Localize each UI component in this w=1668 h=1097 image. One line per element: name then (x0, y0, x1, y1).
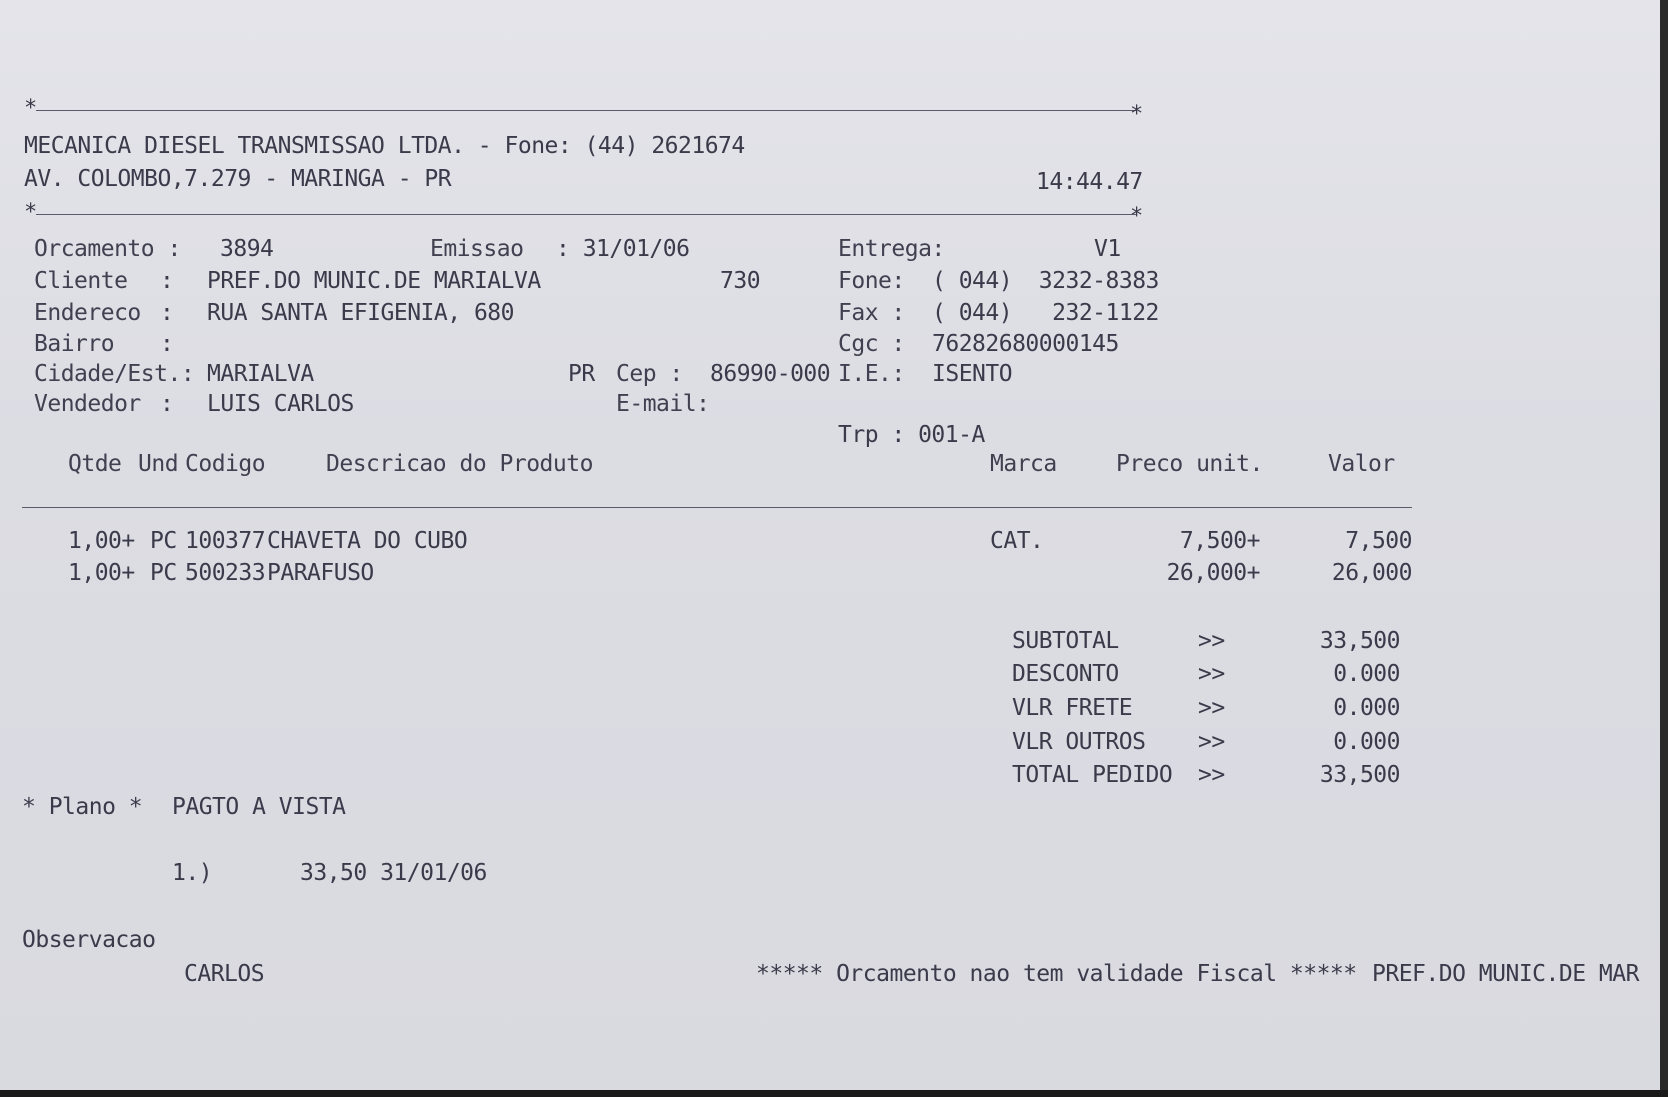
frete-label: VLR FRETE (1012, 695, 1133, 721)
row-descricao: CHAVETA DO CUBO (267, 528, 468, 554)
row-valor: 7,500 (1345, 528, 1412, 554)
print-time: 14:44.47 (1036, 169, 1143, 195)
desconto-value: 0.000 (1333, 661, 1400, 687)
email-label: E-mail: (616, 391, 710, 417)
fiscal-notice: ***** Orcamento nao tem validade Fiscal ***** (756, 961, 1357, 987)
plano-value: PAGTO A VISTA (172, 794, 346, 820)
row-codigo: 500233 (185, 560, 266, 586)
estado-value: PR (568, 361, 595, 387)
cliente-name: PREF.DO MUNIC.DE MARIALVA (207, 268, 541, 294)
endereco-label: Endereco (34, 300, 141, 326)
observacao-value: CARLOS (184, 961, 265, 987)
col-valor: Valor (1328, 451, 1395, 477)
endereco-colon: : (160, 300, 174, 326)
ie-value: ISENTO (932, 361, 1013, 387)
fax-value: ( 044) 232-1122 (932, 300, 1159, 326)
vendedor-colon: : (160, 391, 174, 417)
emissao-label: Emissao (430, 236, 524, 262)
col-preco: Preco unit. (1116, 451, 1263, 477)
col-codigo: Codigo (185, 451, 266, 477)
rule-star-right: * (1130, 204, 1144, 229)
bairro-colon: : (160, 331, 174, 357)
cgc-label: Cgc : (838, 331, 905, 357)
desconto-arrow: >> (1198, 661, 1225, 687)
bairro-label: Bairro (34, 331, 115, 357)
subtotal-value: 33,500 (1319, 628, 1400, 654)
cep-value: 86990-000 (710, 361, 831, 387)
trp-value: Trp : 001-A (838, 422, 985, 448)
header-rule-top (36, 110, 1136, 111)
endereco-value: RUA SANTA EFIGENIA, 680 (207, 300, 514, 326)
rule-star-left: * (24, 96, 38, 121)
col-qtde: Qtde (68, 451, 122, 477)
fax-label: Fax : (838, 300, 905, 326)
cliente-code: 730 (720, 268, 761, 294)
outros-value: 0.000 (1333, 729, 1400, 755)
frete-value: 0.000 (1333, 695, 1400, 721)
fone-label: Fone: (838, 268, 905, 294)
total-pedido-value: 33,500 (1319, 762, 1400, 788)
frete-arrow: >> (1198, 695, 1225, 721)
col-marca: Marca (990, 451, 1057, 477)
rule-star-right: * (1130, 102, 1144, 127)
outros-arrow: >> (1198, 729, 1225, 755)
cliente-colon: : (160, 268, 174, 294)
total-pedido-label: TOTAL PEDIDO (1012, 762, 1173, 788)
vendedor-value: LUIS CARLOS (207, 391, 354, 417)
observacao-label: Observacao (22, 927, 156, 953)
row-und: PC (150, 560, 177, 586)
table-header-rule (22, 507, 1412, 508)
plano-label: * Plano * (22, 794, 143, 820)
vendedor-label: Vendedor (34, 391, 141, 417)
col-descricao: Descricao do Produto (326, 451, 593, 477)
client-short-name: PREF.DO MUNIC.DE MAR (1372, 961, 1639, 987)
address-line: AV. COLOMBO,7.279 - MARINGA - PR (24, 166, 452, 192)
row-valor: 26,000 (1331, 560, 1412, 586)
rule-star-left: * (24, 200, 38, 225)
entrega-code: V1 (1094, 236, 1121, 262)
row-preco: 26,000+ (1166, 560, 1260, 586)
row-codigo: 100377 (185, 528, 266, 554)
company-line: MECANICA DIESEL TRANSMISSAO LTDA. - Fone: (44) 2621674 (24, 133, 745, 159)
row-preco: 7,500+ (1179, 528, 1260, 554)
desconto-label: DESCONTO (1012, 661, 1119, 687)
subtotal-label: SUBTOTAL (1012, 628, 1119, 654)
orcamento-label: Orcamento : (34, 236, 181, 262)
ie-label: I.E.: (838, 361, 905, 387)
row-und: PC (150, 528, 177, 554)
total-pedido-arrow: >> (1198, 762, 1225, 788)
cidade-value: MARIALVA (207, 361, 314, 387)
cidade-label: Cidade/Est.: (34, 361, 195, 387)
installment-number: 1.) (172, 860, 213, 886)
emissao-date: : 31/01/06 (556, 236, 690, 262)
header-rule-bottom (36, 214, 1136, 215)
cep-label: Cep : (616, 361, 683, 387)
cliente-label: Cliente (34, 268, 128, 294)
cgc-value: 76282680000145 (932, 331, 1119, 357)
installment-value: 33,50 31/01/06 (300, 860, 487, 886)
row-descricao: PARAFUSO (267, 560, 374, 586)
subtotal-arrow: >> (1198, 628, 1225, 654)
row-marca: CAT. (990, 528, 1044, 554)
entrega-label: Entrega: (838, 236, 945, 262)
outros-label: VLR OUTROS (1012, 729, 1146, 755)
row-qtde: 1,00+ (68, 528, 135, 554)
row-qtde: 1,00+ (68, 560, 135, 586)
fone-value: ( 044) 3232-8383 (932, 268, 1159, 294)
orcamento-number: 3894 (220, 236, 274, 262)
col-und: Und (138, 451, 179, 477)
